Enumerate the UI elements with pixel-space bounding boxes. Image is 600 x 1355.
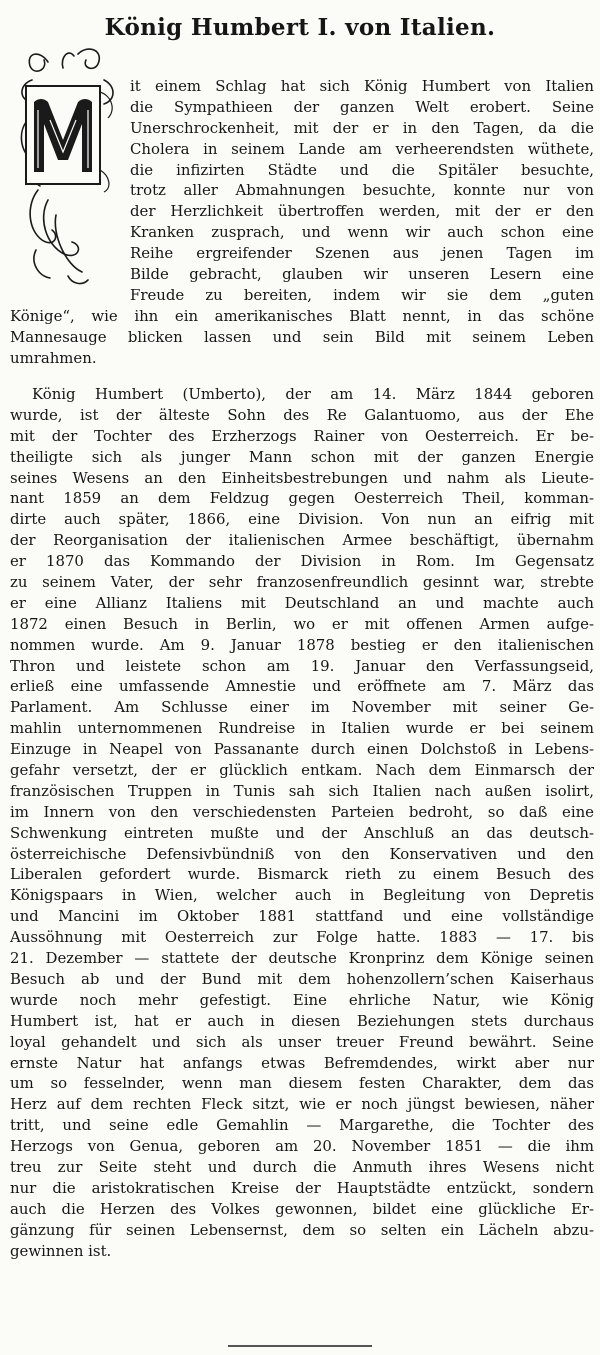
- text-line: nur die aristokratischen Kreise der Hauptstädte entzückt, sondern: [10, 1178, 594, 1197]
- text-line: zu seinem Vater, der sehr franzosenfreundlich gesinnt war, strebte: [10, 573, 594, 592]
- text-line: Einzuge in Neapel von Passanante durch einen Dolchstoß in Lebens-: [10, 740, 594, 759]
- text-line: im Innern von den verschiedensten Parteien bedroht, so daß eine: [10, 802, 594, 821]
- text-line: seines Wesens an den Einheitsbestrebungen und nahm als Lieute-: [10, 468, 594, 487]
- text-line: Reihe ergreifender Szenen aus jenen Tagen im: [130, 244, 594, 263]
- text-line: erließ eine umfassende Amnestie und eröffnete am 7. März das: [10, 677, 594, 696]
- text-line: ernste Natur hat anfangs etwas Befremdendes, wirkt aber nur: [10, 1053, 594, 1072]
- article-title: König Humbert I. von Italien.: [104, 14, 496, 41]
- text-line: wurde noch mehr gefestigt. Eine ehrliche Natur, wie König: [10, 990, 594, 1009]
- text-line: Liberalen gefordert wurde. Bismarck rieth zu einem Besuch des: [10, 865, 594, 884]
- text-line: Kranken zusprach, und wenn wir auch schon eine: [130, 223, 594, 242]
- text-line: die infizirten Städte und die Spitäler besuchte,: [130, 160, 594, 179]
- text-line: wurde, ist der älteste Sohn des Re Galantuomo, aus der Ehe: [10, 405, 594, 424]
- text-line: gewinnen ist.: [10, 1241, 112, 1260]
- text-line: trotz aller Abmahnungen besuchte, konnte nur von: [130, 181, 594, 200]
- text-line: 21. Dezember — stattete der deutsche Kronprinz dem Könige seinen: [10, 949, 594, 968]
- text-line: Thron und leistete schon am 19. Januar den Verfassungseid,: [10, 656, 594, 675]
- text-line: Cholera in seinem Lande am verheerendsten wüthete,: [130, 139, 594, 158]
- text-line: und Mancini im Oktober 1881 stattfand und eine vollständige: [10, 907, 594, 926]
- text-line: Könige“, wie ihn ein amerikanisches Blatt nennt, in das schöne: [10, 306, 594, 325]
- text-line: umrahmen.: [10, 348, 97, 367]
- text-line: Parlament. Am Schlusse einer im November mit seiner Ge-: [10, 698, 594, 717]
- paragraph-biography: [10, 384, 594, 1261]
- text-line: mit der Tochter des Erzherzogs Rainer von Oesterreich. Er be-: [10, 426, 594, 445]
- text-line: Königspaars in Wien, welcher auch in Begleitung von Depretis: [10, 886, 594, 905]
- text-line: Humbert ist, hat er auch in diesen Beziehungen stets durchaus: [10, 1011, 594, 1030]
- text-line: nommen wurde. Am 9. Januar 1878 bestieg er den italienischen: [10, 635, 594, 654]
- text-line: treu zur Seite steht und durch die Anmuth ihres Wesens nicht: [10, 1157, 594, 1176]
- text-line: gefahr versetzt, der er glücklich entkam. Nach dem Einmarsch der: [10, 761, 594, 780]
- text-line: 1872 einen Besuch in Berlin, wo er mit offenen Armen aufge-: [10, 614, 594, 633]
- text-line: Schwenkung eintreten mußte und der Anschluß an das deutsch-: [10, 823, 594, 842]
- text-line: auch die Herzen des Volkes gewonnen, bildet eine glückliche Er-: [10, 1199, 594, 1218]
- text-line: Unerschrockenheit, mit der er in den Tagen, da die: [130, 118, 594, 137]
- text-line: Freude zu bereiten, indem wir sie dem „guten: [130, 285, 594, 304]
- text-line: der Herzlichkeit übertroffen werden, mit der er den: [130, 202, 594, 221]
- text-line: Bilde gebracht, glauben wir unseren Lesern eine: [130, 265, 594, 284]
- text-line: Aussöhnung mit Oesterreich zur Folge hatte. 1883 — 17. bis: [10, 928, 594, 947]
- text-line: österreichische Defensivbündniß von den Konservativen und den: [10, 844, 594, 863]
- footer-divider: [228, 1345, 372, 1347]
- text-line: tritt, und seine edle Gemahlin — Margarethe, die Tochter des: [10, 1116, 594, 1135]
- text-line: dirte auch später, 1866, eine Division. Von nun an eifrig mit: [10, 510, 594, 529]
- text-line: loyal gehandelt und sich als unser treuer Freund bewährt. Seine: [10, 1032, 594, 1051]
- text-line: der Reorganisation der italienischen Armee beschäftigt, übernahm: [10, 531, 594, 550]
- text-line: Besuch ab und der Bund mit dem hohenzollern’schen Kaiserhaus: [10, 969, 594, 988]
- text-line: Herzogs von Genua, geboren am 20. November 1851 — die ihm: [10, 1137, 594, 1156]
- text-line: um so fesselnder, wenn man diesem festen Charakter, dem das: [10, 1074, 594, 1093]
- text-line: gänzung für seinen Lebensernst, dem so selten ein Lächeln abzu-: [10, 1220, 594, 1239]
- text-line: König Humbert (Umberto), der am 14. März 1844 geboren: [32, 385, 594, 403]
- text-line: er 1870 das Kommando der Division in Rom. Im Gegensatz: [10, 552, 594, 571]
- text-line: er eine Allianz Italiens mit Deutschland an und machte auch: [10, 593, 594, 612]
- paragraph-intro: [10, 76, 594, 368]
- text-line: französischen Truppen in Tunis sah sich Italien nach außen isolirt,: [10, 781, 594, 800]
- text-line: Herz auf dem rechten Fleck sitzt, wie er noch jüngst bewiesen, näher: [10, 1095, 594, 1114]
- text-line: mahlin unternommenen Rundreise in Italien wurde er bei seinem: [10, 719, 594, 738]
- text-line: it einem Schlag hat sich König Humbert von Italien: [130, 77, 594, 95]
- text-line: Mannesauge blicken lassen und sein Bild mit seinem Leben: [10, 327, 594, 346]
- text-line: die Sympathieen der ganzen Welt erobert. Seine: [130, 97, 594, 116]
- text-line: nant 1859 an dem Feldzug gegen Oesterreich Theil, komman-: [10, 489, 594, 508]
- text-line: theiligte sich als junger Mann schon mit der ganzen Energie: [10, 447, 594, 466]
